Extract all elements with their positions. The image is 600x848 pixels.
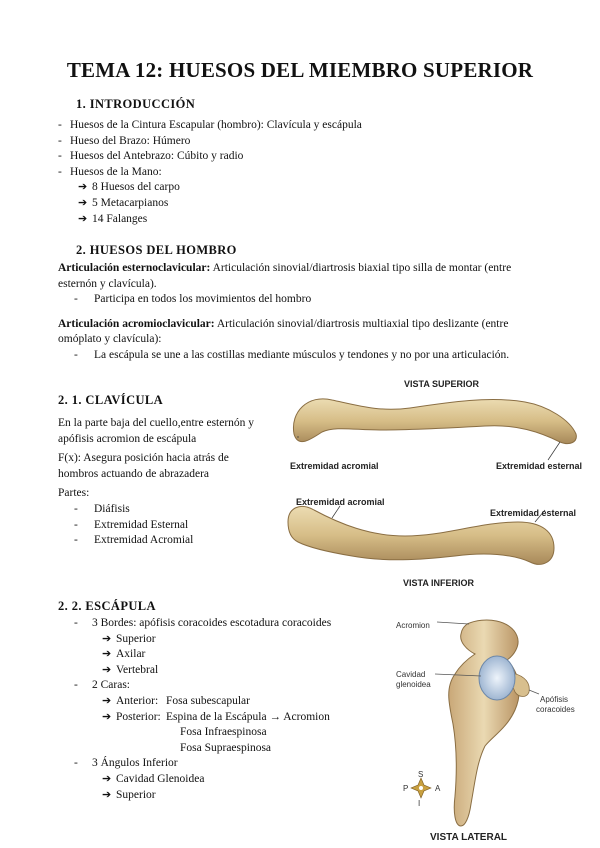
vista-lateral-label: VISTA LATERAL xyxy=(430,832,508,843)
compass-i: I xyxy=(418,799,421,808)
list-item: ➔ Anterior: Fosa subescapular xyxy=(74,694,394,710)
cavidad-label-2: glenoidea xyxy=(396,680,431,689)
clav-desc-line: En la parte baja del cuello,entre esternón y xyxy=(58,417,255,429)
acr-text2: omóplato y clavícula): xyxy=(58,333,162,346)
arrow-icon: ➔ xyxy=(78,196,88,209)
escapula-heading: 2. 2. ESCÁPULA xyxy=(58,599,156,613)
clavicle-figure xyxy=(280,372,590,592)
clavicula-heading: 2. 1. CLAVÍCULA xyxy=(58,393,164,407)
clavicula-text xyxy=(58,416,278,549)
list-item: Fosa Infraespinosa xyxy=(180,726,267,739)
list-item: Fosa Supraespinosa xyxy=(180,741,272,754)
arrow-icon: ➔ xyxy=(102,694,112,707)
list-item: - 3 Ángulos Inferior xyxy=(74,757,178,770)
apofisis-label-2: coracoides xyxy=(536,705,575,714)
intro-heading: 1. INTRODUCCIÓN xyxy=(76,97,196,111)
list-item: - Huesos de la Mano: xyxy=(58,165,162,178)
arrow-icon: ➔ xyxy=(102,632,112,645)
list-item: ➔ Posterior: Espina de la Escápula → Acromion xyxy=(74,710,394,726)
intro-list xyxy=(58,118,362,227)
arrow-icon: ➔ xyxy=(102,663,112,676)
compass-a: A xyxy=(435,784,441,793)
list-item: ➔ Vertebral xyxy=(74,663,394,679)
list-item: - La escápula se une a las costillas mediante músculos y tendones y no por una articulación. xyxy=(74,348,510,361)
acromion-label: Acromion xyxy=(396,621,430,630)
compass-s: S xyxy=(418,770,424,779)
hombro-section xyxy=(58,261,548,364)
est-text2: esternón y clavícula). xyxy=(58,277,157,290)
arrow-icon: ➔ xyxy=(102,710,112,723)
orientation-compass-icon xyxy=(411,778,431,798)
glenoid-cavity xyxy=(479,656,515,700)
est-text: Articulación sinovial/diartrosis biaxial tipo silla de montar (entre xyxy=(210,262,512,274)
list-item: ➔ 14 Falanges xyxy=(58,212,362,228)
list-item: ➔ Superior xyxy=(74,788,394,804)
clavicle-superior-bone xyxy=(293,399,576,444)
scapula-figure xyxy=(395,612,585,842)
hombro-heading: 2. HUESOS DEL HOMBRO xyxy=(76,243,237,257)
acr-text: Articulación sinovial/diartrosis multiaxial tipo deslizante (entre xyxy=(214,317,509,330)
apofisis-label-1: Apófisis xyxy=(540,695,569,704)
list-item: - Huesos de la Cintura Escapular (hombro): Clavícula y escápula xyxy=(58,119,362,131)
arrow-icon: ➔ xyxy=(102,648,112,661)
list-item: - Diáfisis xyxy=(74,502,130,515)
vista-inferior-label: VISTA INFERIOR xyxy=(403,578,475,588)
list-item: - Extremidad Acromial xyxy=(74,534,194,547)
arrow-icon: ➔ xyxy=(102,788,112,801)
page-title: TEMA 12: HUESOS DEL MIEMBRO SUPERIOR xyxy=(66,58,534,82)
arrow-icon: ➔ xyxy=(78,212,88,225)
list-item: - Huesos del Antebrazo: Cúbito y radio xyxy=(58,150,244,163)
scapula-bone xyxy=(449,620,519,826)
list-item: - 3 Bordes: apófisis coracoides escotadura coracoides xyxy=(74,617,332,629)
list-item: ➔ 5 Metacarpianos xyxy=(58,196,362,212)
esternal-label-bottom: Extremidad esternal xyxy=(490,508,577,518)
list-item: ➔ 8 Huesos del carpo xyxy=(58,180,362,196)
vista-superior-label: VISTA SUPERIOR xyxy=(404,379,480,389)
acromial-label-top: Extremidad acromial xyxy=(290,461,379,471)
list-item: - Hueso del Brazo: Húmero xyxy=(58,134,191,147)
clav-partes-label: Partes: xyxy=(58,487,90,500)
list-item: ➔ Superior xyxy=(74,632,394,648)
cavidad-label-1: Cavidad xyxy=(396,670,426,679)
clav-function-line: F(x): Asegura posición hacia atrás de xyxy=(58,452,229,465)
list-item: ➔ Axilar xyxy=(74,647,394,663)
list-item: - Participa en todos los movimientos del hombro xyxy=(74,293,312,306)
compass-p: P xyxy=(403,784,409,793)
clav-function-line: hombros actuando de abrazadera xyxy=(58,467,210,480)
list-item: - Extremidad Esternal xyxy=(74,518,189,531)
acr-label: Articulación acromioclavicular: xyxy=(58,317,215,330)
est-label: Articulación esternoclavicular: xyxy=(58,262,211,274)
arrow-icon: ➔ xyxy=(102,772,112,785)
clav-desc-line: apófisis acromion de escápula xyxy=(58,432,197,445)
esternal-label-top: Extremidad esternal xyxy=(496,461,583,471)
acromial-label-bottom: Extremidad acromial xyxy=(296,497,385,507)
list-item: - 2 Caras: xyxy=(74,679,131,692)
list-item: ➔ Cavidad Glenoidea xyxy=(74,772,394,788)
arrow-icon: ➔ xyxy=(78,181,88,194)
escapula-list xyxy=(74,616,394,803)
